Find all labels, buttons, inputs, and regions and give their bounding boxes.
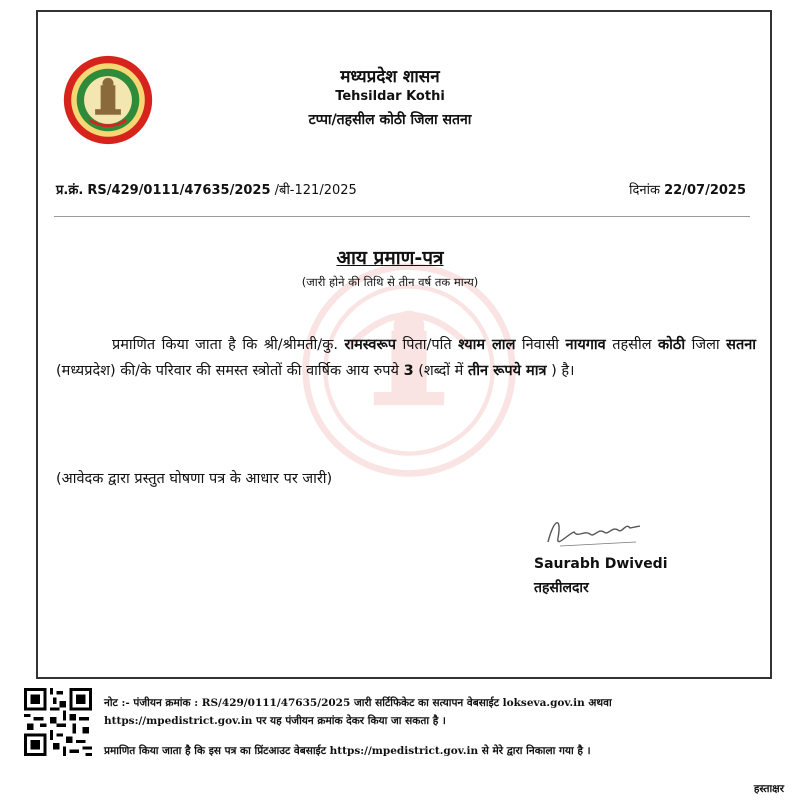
mp-state-emblem-icon [62, 54, 154, 146]
verification-note-line2: https://mpedistrict.gov.in पर यह पंजीयन क्रमांक देकर किया जा सकता है । [104, 715, 446, 727]
office-name-hindi: टप्पा/तहसील कोठी जिला सतना [308, 112, 472, 128]
district-name: सतना [726, 337, 757, 353]
resident-label: निवासी [521, 337, 560, 353]
state-income-text: (मध्यप्रदेश) की/के परिवार की समस्त स्त्रोतों की वार्षिक आय रुपये [56, 363, 399, 379]
income-amount-words: तीन रूपये मात्र [467, 363, 547, 379]
intro-text: प्रमाणित किया जाता है कि श्री/श्रीमती/कु. [112, 337, 338, 353]
validity-note: (जारी होने की तिथि से तीन वर्ष तक मान्य) [301, 275, 479, 289]
signatory-designation: तहसीलदार [534, 580, 589, 596]
signatory-name: Saurabh Dwivedi [534, 556, 668, 572]
tehsil-name: कोठी [658, 337, 686, 353]
certificate-body [56, 332, 756, 384]
district-label: जिला [691, 337, 720, 353]
date-value: 22/07/2025 [664, 183, 746, 198]
reference-code: RS/429/0111/47635/2025 [87, 183, 271, 198]
father-name: श्याम लाल [458, 337, 516, 353]
income-amount: 3 [403, 363, 414, 379]
certificate-title: आय प्रमाण-पत्र [336, 247, 444, 269]
issue-date [629, 180, 746, 198]
reference-number [56, 180, 357, 198]
office-name-english: Tehsildar Kothi [335, 89, 445, 104]
qr-code-icon [24, 688, 92, 756]
handwritten-signature [540, 508, 650, 554]
tehsil-label: तहसील [612, 337, 652, 353]
declaration-note: (आवेदक द्वारा प्रस्तुत घोषणा पत्र के आधार पर जारी) [56, 471, 333, 487]
relation-label: पिता/पति [402, 337, 452, 353]
words-open: (शब्दों में [418, 363, 464, 379]
signature-label: हस्ताक्षर [753, 783, 784, 795]
government-name: मध्यप्रदेश शासन [340, 67, 440, 87]
printout-note: प्रमाणित किया जाता है कि इस पत्र का प्रिंटआउट वेबसाईट https://mpedistrict.gov.in से मेरे द्वारा निकाला गया है । [104, 745, 591, 757]
reference-prefix: प्र.क्रं. [56, 183, 84, 198]
words-close: ) है। [551, 363, 575, 379]
date-label: दिनांक [629, 183, 660, 198]
verification-note [104, 694, 724, 730]
reference-suffix: /बी-121/2025 [274, 183, 357, 198]
applicant-name: रामस्वरूप [344, 337, 396, 353]
header-divider [54, 216, 750, 217]
verification-note-line1: नोट :- पंजीयन क्रमांक : RS/429/0111/47635/2025 जारी सर्टिफिकेट का सत्यापन वेबसाईट lokseva.gov.in अथवा [104, 697, 612, 709]
village-name: नायगाव [565, 337, 606, 353]
